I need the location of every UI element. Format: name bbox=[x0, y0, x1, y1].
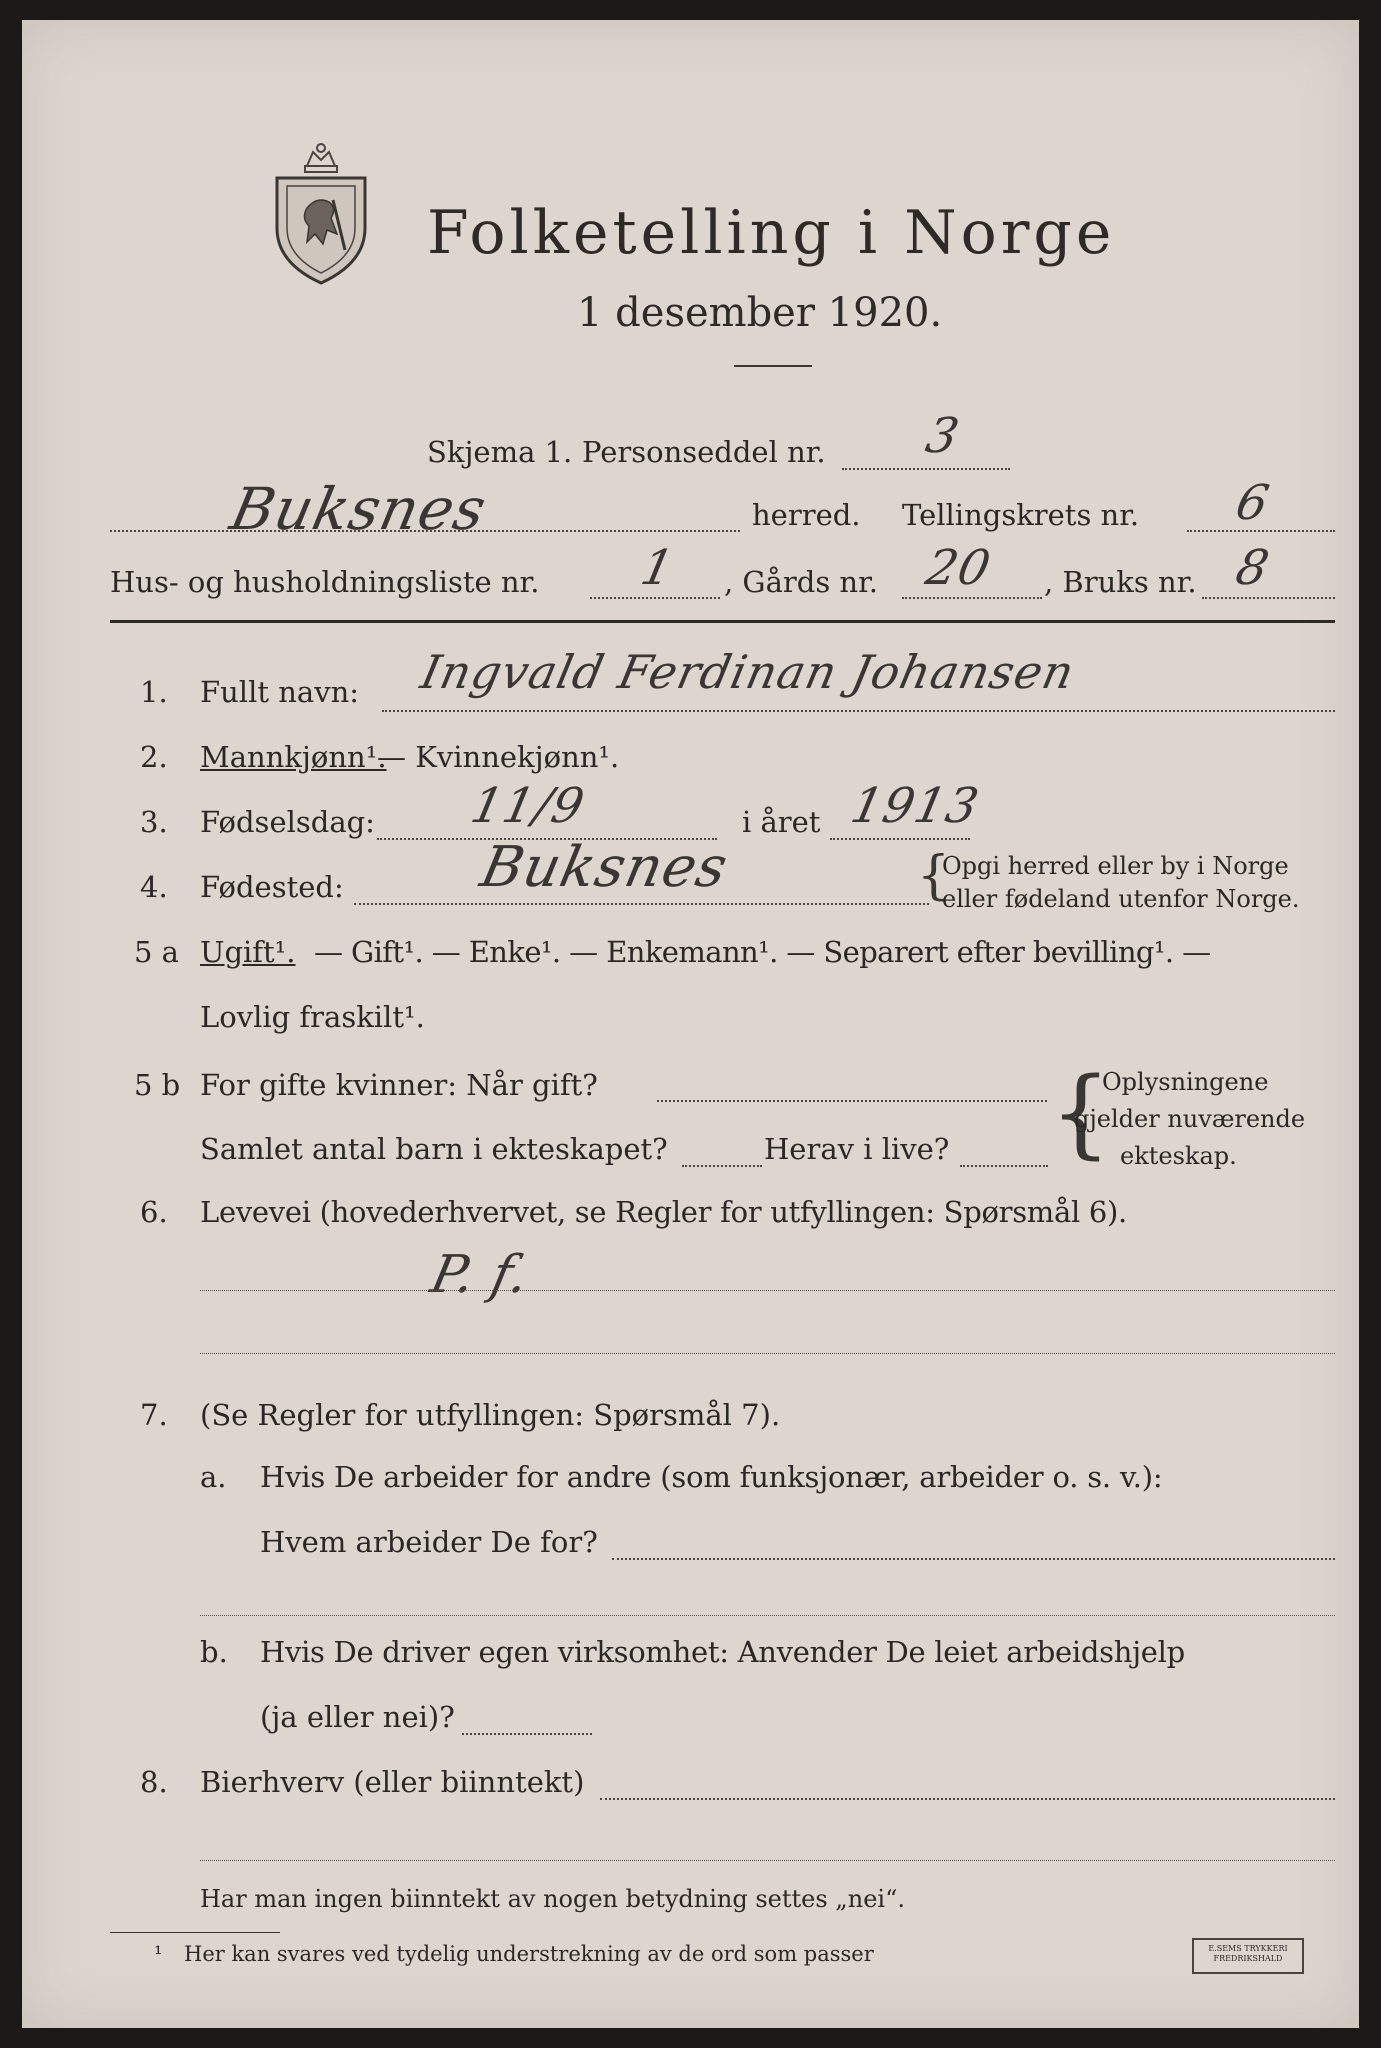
q4-note-brace: { bbox=[917, 846, 951, 906]
gards-value: 20 bbox=[921, 540, 997, 596]
hus-line bbox=[590, 597, 720, 599]
q1-line bbox=[382, 710, 1335, 712]
form-title: Folketelling i Norge bbox=[427, 198, 1116, 268]
q3-year-value: 1913 bbox=[846, 778, 985, 834]
q7b-yes-no-line bbox=[462, 1733, 592, 1735]
q7a-answer-line bbox=[200, 1615, 1335, 1616]
printer-stamp-line1: E.SEMS TRYKKERI bbox=[1208, 1944, 1288, 1953]
q5b-children-label: Samlet antal barn i ekteskapet? bbox=[200, 1132, 668, 1166]
q2-male-option: Mannkjønn¹. bbox=[200, 740, 387, 774]
q5a-ugift-option: Ugift¹. bbox=[200, 935, 296, 969]
q4-note-line2: eller fødeland utenfor Norge. bbox=[942, 885, 1300, 913]
q6-value: P. f. bbox=[425, 1245, 535, 1305]
q4-value: Buksnes bbox=[475, 835, 734, 900]
footnote-mark: ¹ bbox=[154, 1942, 163, 1966]
q3-label: Fødselsdag: bbox=[200, 805, 375, 839]
q6-number: 6. bbox=[140, 1195, 168, 1229]
q8-line bbox=[600, 1798, 1335, 1800]
gards-label: , Gårds nr. bbox=[724, 565, 878, 599]
q6-answer-line-2 bbox=[200, 1353, 1335, 1354]
q3-value: 11/9 bbox=[466, 778, 590, 834]
q8-label: Bierhverv (eller biinntekt) bbox=[200, 1765, 585, 1799]
q5b-label: For gifte kvinner: Når gift? bbox=[200, 1068, 598, 1102]
q5b-alive-label: Herav i live? bbox=[764, 1132, 950, 1166]
q7-number: 7. bbox=[140, 1398, 168, 1432]
tellingskrets-label: Tellingskrets nr. bbox=[902, 498, 1140, 532]
q5b-number: 5 b bbox=[134, 1068, 181, 1102]
footer-note: Har man ingen biinntekt av nogen betydning settes „nei“. bbox=[200, 1885, 905, 1913]
q8-answer-line bbox=[200, 1860, 1335, 1861]
q5b-children-line bbox=[682, 1165, 762, 1167]
q2-other-options: — Kvinnekjønn¹. bbox=[377, 740, 620, 774]
q7-label: (Se Regler for utfyllingen: Spørsmål 7). bbox=[200, 1398, 781, 1432]
header-separator bbox=[110, 620, 1335, 623]
footnote-text: Her kan svares ved tydelig understrekning av de ord som passer bbox=[184, 1942, 874, 1966]
q5b-note-line2: gjelder nuværende bbox=[1074, 1105, 1306, 1133]
q1-number: 1. bbox=[140, 675, 168, 709]
bruks-line bbox=[1202, 597, 1335, 599]
bruks-value: 8 bbox=[1231, 540, 1275, 596]
tellingskrets-value: 6 bbox=[1231, 475, 1275, 531]
footnote-divider bbox=[110, 1932, 280, 1933]
q3-number: 3. bbox=[140, 805, 168, 839]
personseddel-line bbox=[842, 468, 1010, 470]
census-form-page bbox=[22, 20, 1359, 2028]
printer-stamp-line2: FREDRIKSHALD bbox=[1213, 1954, 1283, 1964]
personseddel-value: 3 bbox=[921, 408, 965, 464]
schema-label: Skjema 1. bbox=[427, 435, 573, 469]
q4-label: Fødested: bbox=[200, 870, 344, 904]
title-divider bbox=[734, 365, 812, 367]
hus-value: 1 bbox=[636, 540, 680, 596]
q3-year-line bbox=[830, 838, 970, 840]
q7b-yes-no-label: (ja eller nei)? bbox=[260, 1700, 455, 1734]
form-date: 1 desember 1920. bbox=[577, 290, 943, 336]
q5b-note-line1: Oplysningene bbox=[1102, 1068, 1269, 1096]
norwegian-coat-of-arms-icon bbox=[267, 138, 375, 292]
q7a-letter: a. bbox=[200, 1460, 227, 1494]
q8-number: 8. bbox=[140, 1765, 168, 1799]
herred-label: herred. bbox=[752, 498, 861, 532]
q4-note-line1: Opgi herred eller by i Norge bbox=[942, 852, 1289, 880]
q7b-label: Hvis De driver egen virksomhet: Anvender De leiet arbeidshjelp bbox=[260, 1635, 1185, 1669]
q5b-alive-line bbox=[960, 1165, 1048, 1167]
q4-line bbox=[354, 903, 929, 905]
q4-number: 4. bbox=[140, 870, 168, 904]
q2-number: 2. bbox=[140, 740, 168, 774]
q3-year-label: i året bbox=[742, 805, 821, 839]
q7a-label: Hvis De arbeider for andre (som funksjonær, arbeider o. s. v.): bbox=[260, 1460, 1163, 1494]
printer-stamp bbox=[1192, 1938, 1304, 1974]
personseddel-label: Personseddel nr. bbox=[582, 435, 826, 469]
q6-label: Levevei (hovederhvervet, se Regler for utfyllingen: Spørsmål 6). bbox=[200, 1195, 1127, 1229]
q7a-employer-label: Hvem arbeider De for? bbox=[260, 1525, 598, 1559]
q7a-employer-line bbox=[612, 1558, 1335, 1560]
herred-value: Buksnes bbox=[224, 475, 493, 543]
q5b-when-line bbox=[657, 1100, 1047, 1102]
q5a-other-options: — Gift¹. — Enke¹. — Enkemann¹. — Separert efter bevilling¹. — bbox=[314, 935, 1211, 969]
hus-label: Hus- og husholdningsliste nr. bbox=[110, 565, 540, 599]
q5a-number: 5 a bbox=[134, 935, 179, 969]
q5b-note-brace: { bbox=[1050, 1057, 1112, 1169]
q5b-note-line3: ekteskap. bbox=[1120, 1142, 1237, 1170]
q1-label: Fullt navn: bbox=[200, 675, 360, 709]
q7b-letter: b. bbox=[200, 1635, 228, 1669]
gards-line bbox=[902, 597, 1042, 599]
bruks-label: , Bruks nr. bbox=[1044, 565, 1197, 599]
q1-value: Ingvald Ferdinan Johansen bbox=[416, 645, 1080, 699]
q5a-line2: Lovlig fraskilt¹. bbox=[200, 1000, 425, 1034]
q6-answer-line-1 bbox=[200, 1290, 1335, 1291]
